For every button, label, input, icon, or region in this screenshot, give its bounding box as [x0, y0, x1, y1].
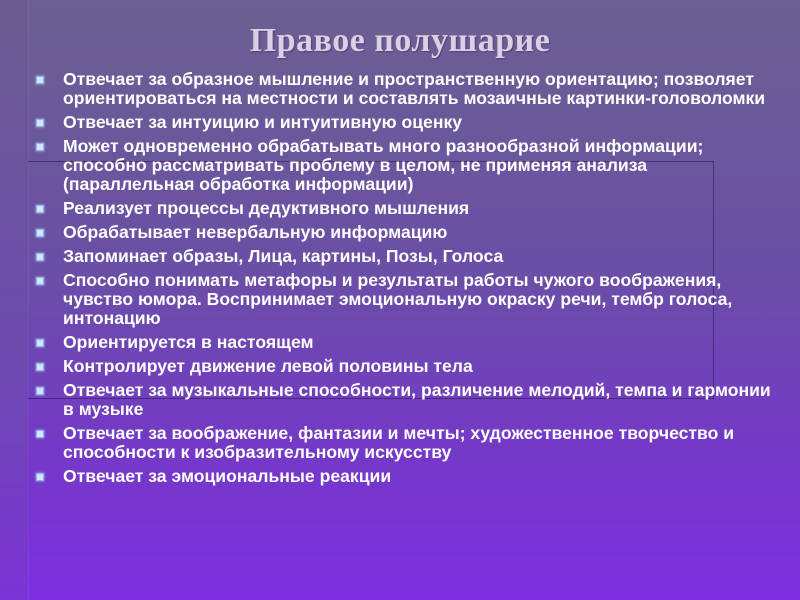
square-bullet-icon	[36, 205, 44, 213]
bullet-text: Отвечает за образное мышление и пространственную ориентацию; позволяет ориентироваться на местности и составлять мозаичные картинки-головоломки	[63, 69, 766, 108]
bullet-item	[36, 424, 776, 462]
bullet-text: Ориентируется в настоящем	[63, 332, 314, 352]
bullet-item	[36, 271, 776, 328]
bullet-text: Запоминает образы, Лица, картины, Позы, Голоса	[63, 246, 504, 266]
bullet-text: Реализует процессы дедуктивного мышления	[63, 198, 470, 218]
square-bullet-icon	[36, 277, 44, 285]
bullet-item	[36, 70, 776, 108]
square-bullet-icon	[36, 430, 44, 438]
square-bullet-icon	[36, 229, 44, 237]
square-bullet-icon	[36, 143, 44, 151]
bullet-item	[36, 467, 776, 486]
square-bullet-icon	[36, 387, 44, 395]
bullet-item	[36, 137, 776, 194]
bullet-text: Отвечает за музыкальные способности, различение мелодий, темпа и гармонии в музыке	[63, 380, 771, 419]
bullet-text: Контролирует движение левой половины тела	[63, 356, 473, 376]
bullet-text: Обрабатывает невербальную информацию	[63, 222, 448, 242]
bullet-item	[36, 113, 776, 132]
slide-title: Правое полушарие	[249, 22, 551, 59]
bullet-list	[36, 70, 776, 491]
square-bullet-icon	[36, 339, 44, 347]
bullet-item	[36, 247, 776, 266]
bullet-item	[36, 381, 776, 419]
bullet-text: Может одновременно обрабатывать много разнообразной информации; способно рассматривать проблему в целом, не применяя анализа (параллельная обработка информации)	[63, 136, 704, 194]
left-decorative-strip	[0, 0, 28, 600]
square-bullet-icon	[36, 363, 44, 371]
bullet-text: Отвечает за эмоциональные реакции	[63, 466, 392, 486]
square-bullet-icon	[36, 119, 44, 127]
bullet-text: Отвечает за воображение, фантазии и мечты; художественное творчество и способности к изобразительному искусству	[63, 423, 735, 462]
bullet-text: Отвечает за интуицию и интуитивную оценку	[63, 112, 463, 132]
bullet-item	[36, 223, 776, 242]
square-bullet-icon	[36, 473, 44, 481]
bullet-item	[36, 333, 776, 352]
square-bullet-icon	[36, 253, 44, 261]
bullet-item	[36, 357, 776, 376]
square-bullet-icon	[36, 76, 44, 84]
bullet-item	[36, 199, 776, 218]
bullet-text: Способно понимать метафоры и результаты работы чужого воображения, чувство юмора. Воспринимает эмоциональную окраску речи, тембр голоса, интонацию	[63, 270, 733, 328]
